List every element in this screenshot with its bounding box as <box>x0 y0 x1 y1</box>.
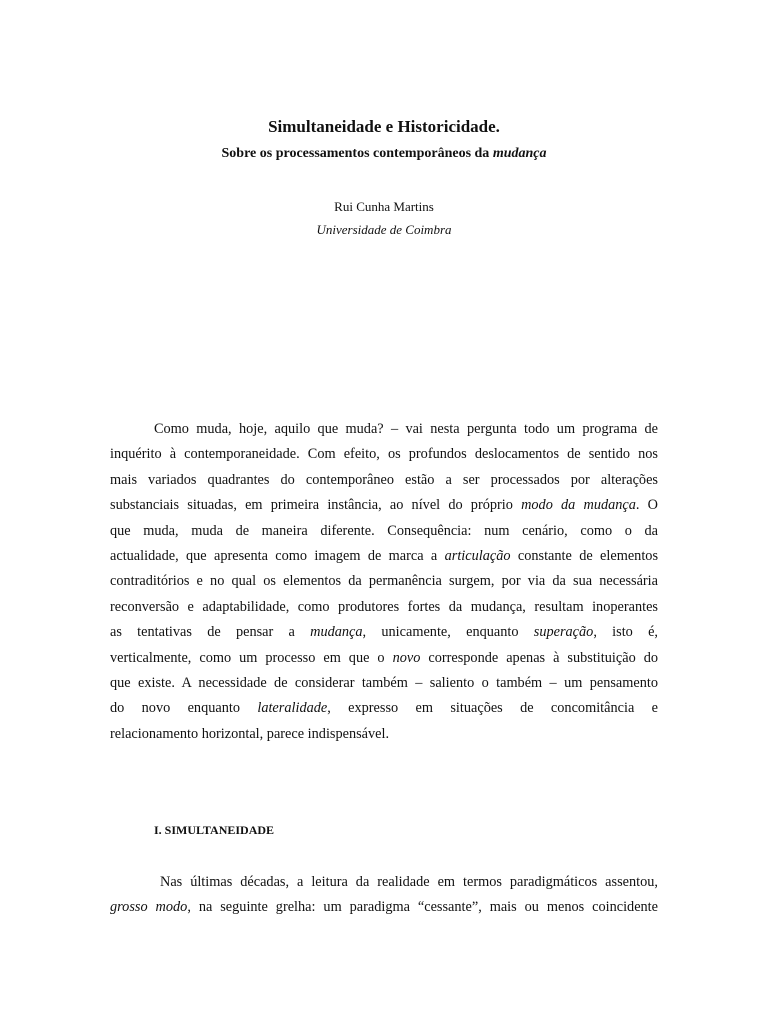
text-run: que existe. A necessidade de considerar também – saliento o também – um pensamento <box>110 674 658 691</box>
text-line <box>110 870 658 895</box>
text-line <box>110 620 658 645</box>
text-line <box>110 696 658 721</box>
text-run: . O <box>635 497 658 514</box>
text-line <box>110 569 658 594</box>
text-run: inquérito à contemporaneidade. Com efeito, os profundos deslocamentos de sentido nos <box>110 446 658 463</box>
italic-term: lateralidade <box>257 700 328 717</box>
subtitle-italic: mudança <box>492 146 547 161</box>
italic-term: grosso modo <box>110 899 188 916</box>
text-run: do novo enquanto <box>110 700 258 717</box>
text-run: , na seguinte grelha: um paradigma “cessante”, mais ou menos coincidente <box>187 899 659 916</box>
section-paragraph <box>110 870 658 921</box>
text-run: , isto é, <box>593 624 658 641</box>
italic-term: articulação <box>444 547 511 564</box>
text-run: actualidade, que apresenta como imagem de marca a <box>110 547 445 564</box>
text-run: verticalmente, como um processo em que o <box>110 649 393 666</box>
paper-subtitle <box>0 145 768 163</box>
text-run: as tentativas de pensar a <box>110 624 311 641</box>
text-line <box>110 544 658 569</box>
text-line <box>110 895 658 920</box>
text-run: relacionamento horizontal, parece indispensável. <box>110 725 390 742</box>
text-run: constante de elementos <box>510 547 659 564</box>
text-run: Como muda, hoje, aquilo que muda? – vai nesta pergunta todo um programa de <box>154 421 658 437</box>
text-line <box>110 468 658 493</box>
text-line <box>110 442 658 467</box>
italic-term: superação <box>533 624 594 641</box>
text-line <box>110 519 658 544</box>
italic-term: modo da mudança <box>521 497 636 514</box>
text-line <box>110 722 658 747</box>
text-line <box>110 671 658 696</box>
paper-title: Simultaneidade e Historicidade. <box>268 117 500 136</box>
text-run: mais variados quadrantes do contemporâneo estão a ser processados por alterações <box>110 471 658 488</box>
section-heading: I. SIMULTANEIDADE <box>154 823 275 837</box>
text-line <box>110 595 658 620</box>
text-run: substanciais situadas, em primeira instância, ao nível do próprio <box>110 497 522 514</box>
text-run: corresponde apenas à substituição do <box>420 649 658 666</box>
subtitle-text: Sobre os processamentos contemporâneos da <box>221 146 493 161</box>
text-run: , unicamente, enquanto <box>362 624 534 641</box>
italic-term: mudança <box>310 624 363 641</box>
author-affiliation: Universidade de Coimbra <box>316 222 452 237</box>
author-name: Rui Cunha Martins <box>334 199 434 214</box>
text-run: , expresso em situações de concomitância e <box>327 700 658 717</box>
text-line <box>110 493 658 518</box>
italic-term: novo <box>392 649 421 666</box>
text-line <box>110 417 658 442</box>
text-run: contraditórios e no qual os elementos da permanência surgem, por via da sua necessária <box>110 573 658 590</box>
intro-paragraph <box>110 417 658 747</box>
text-run: Nas últimas décadas, a leitura da realidade em termos paradigmáticos assentou, <box>160 874 658 890</box>
text-run: que muda, muda de maneira diferente. Consequência: num cenário, como o da <box>110 522 658 539</box>
text-run: reconversão e adaptabilidade, como produtores fortes da mudança, resultam inoperantes <box>110 598 658 615</box>
text-line <box>110 646 658 671</box>
